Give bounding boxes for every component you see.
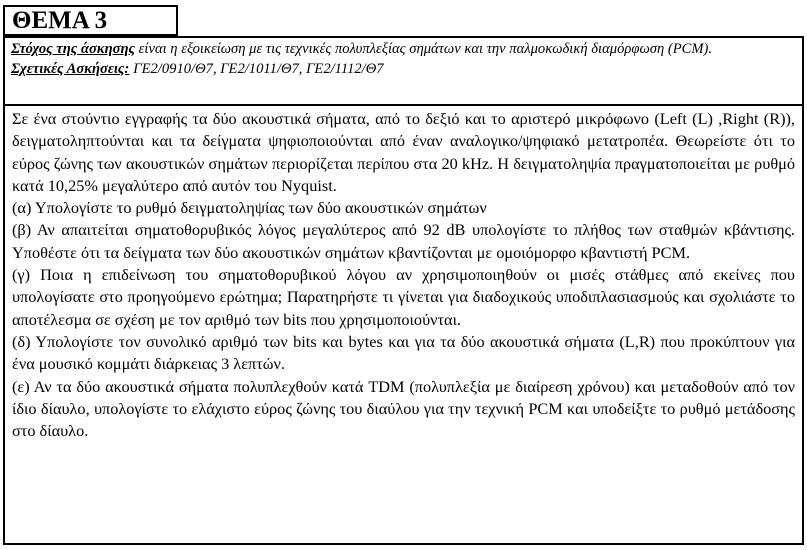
question-d: (δ) Υπολογίστε τον συνολικό αριθμό των bits και bytes και για τα δύο ακουστικά σήματα (L,R) που προκύπτουν για ένα μουσικό κομμάτι διάρκειας 3 λεπτών. <box>12 331 795 374</box>
exercise-title: ΘΕΜΑ 3 <box>3 5 178 36</box>
exercise-header <box>5 38 802 106</box>
related-exercises <box>11 61 796 79</box>
exercise-box <box>3 36 804 545</box>
exercise-body <box>5 106 802 442</box>
question-c: (γ) Ποια η επιδείνωση του σηματοθορυβικού λόγου αν χρησιμοποιηθούν οι μισές στάθμες από εκείνες που υπολογίσατε στο προηγούμενο ερώτημα; Παρατηρήστε τι γίνεται για διαδοχικούς υποδιπλασιασμούς και σχολιάστε το αποτέλεσμα σε σχέση με τον αριθμό των bits που χρησιμοποιούνται. <box>12 265 795 329</box>
question-b: (β) Αν απαιτείται σηματοθορυβικός λόγος μεγαλύτερος από 92 dB υπολογίστε το πλήθος των σταθμών κβάντισης. Υποθέστε ότι τα δείγματα των δύο ακουστικών σημάτων κβαντίζονται με ομοιόμορφο κβαντιστή PCM. <box>12 220 795 262</box>
related-exercises-list: ΓΕ2/0910/Θ7, ΓΕ2/1011/Θ7, ΓΕ2/1112/Θ7 <box>133 60 384 77</box>
problem-intro: Σε ένα στούντιο εγγραφής τα δύο ακουστικά σήματα, από το δεξιό και το αριστερό μικρόφωνο (Left (L) ,Right (R)), δειγματοληπτούνται και τα δείγματα ψηφιοποιούνται από έναν αναλογικο/ψηφιακό μετατροπέα. Θεωρείστε ότι το εύρος ζώνης των ακουστικών σημάτων περιορίζεται περίπου στα 20 kHz. Η δειγματοληψία πραγματοποιείται με ρυθμό κατά 10,25% μεγαλύτερο από αυτόν του Nyquist. <box>12 109 795 195</box>
exercise-goal <box>11 41 796 59</box>
goal-label: Στόχος της άσκησης <box>11 41 136 57</box>
question-e: (ε) Αν τα δύο ακουστικά σήματα πολυπλεχθούν κατά TDM (πολυπλεξία με διαίρεση χρόνου) και μεταδοθούν από τον ίδιο δίαυλο, υπολογίστε το ελάχιστο εύρος ζώνης του διαύλου για την τεχνική PCM και υποδείξτε το ρυθμό μετάδοσης στο δίαυλο. <box>12 376 795 441</box>
related-label: Σχετικές Ασκήσεις: <box>11 60 130 77</box>
goal-text: είναι η εξοικείωση με τις τεχνικές πολυπλεξίας σημάτων και την παλμοκωδική διαμόρφωση (PCM). <box>135 41 713 57</box>
question-a: (α) Υπολογίστε το ρυθμό δειγματοληψίας των δύο ακουστικών σημάτων <box>12 198 487 218</box>
